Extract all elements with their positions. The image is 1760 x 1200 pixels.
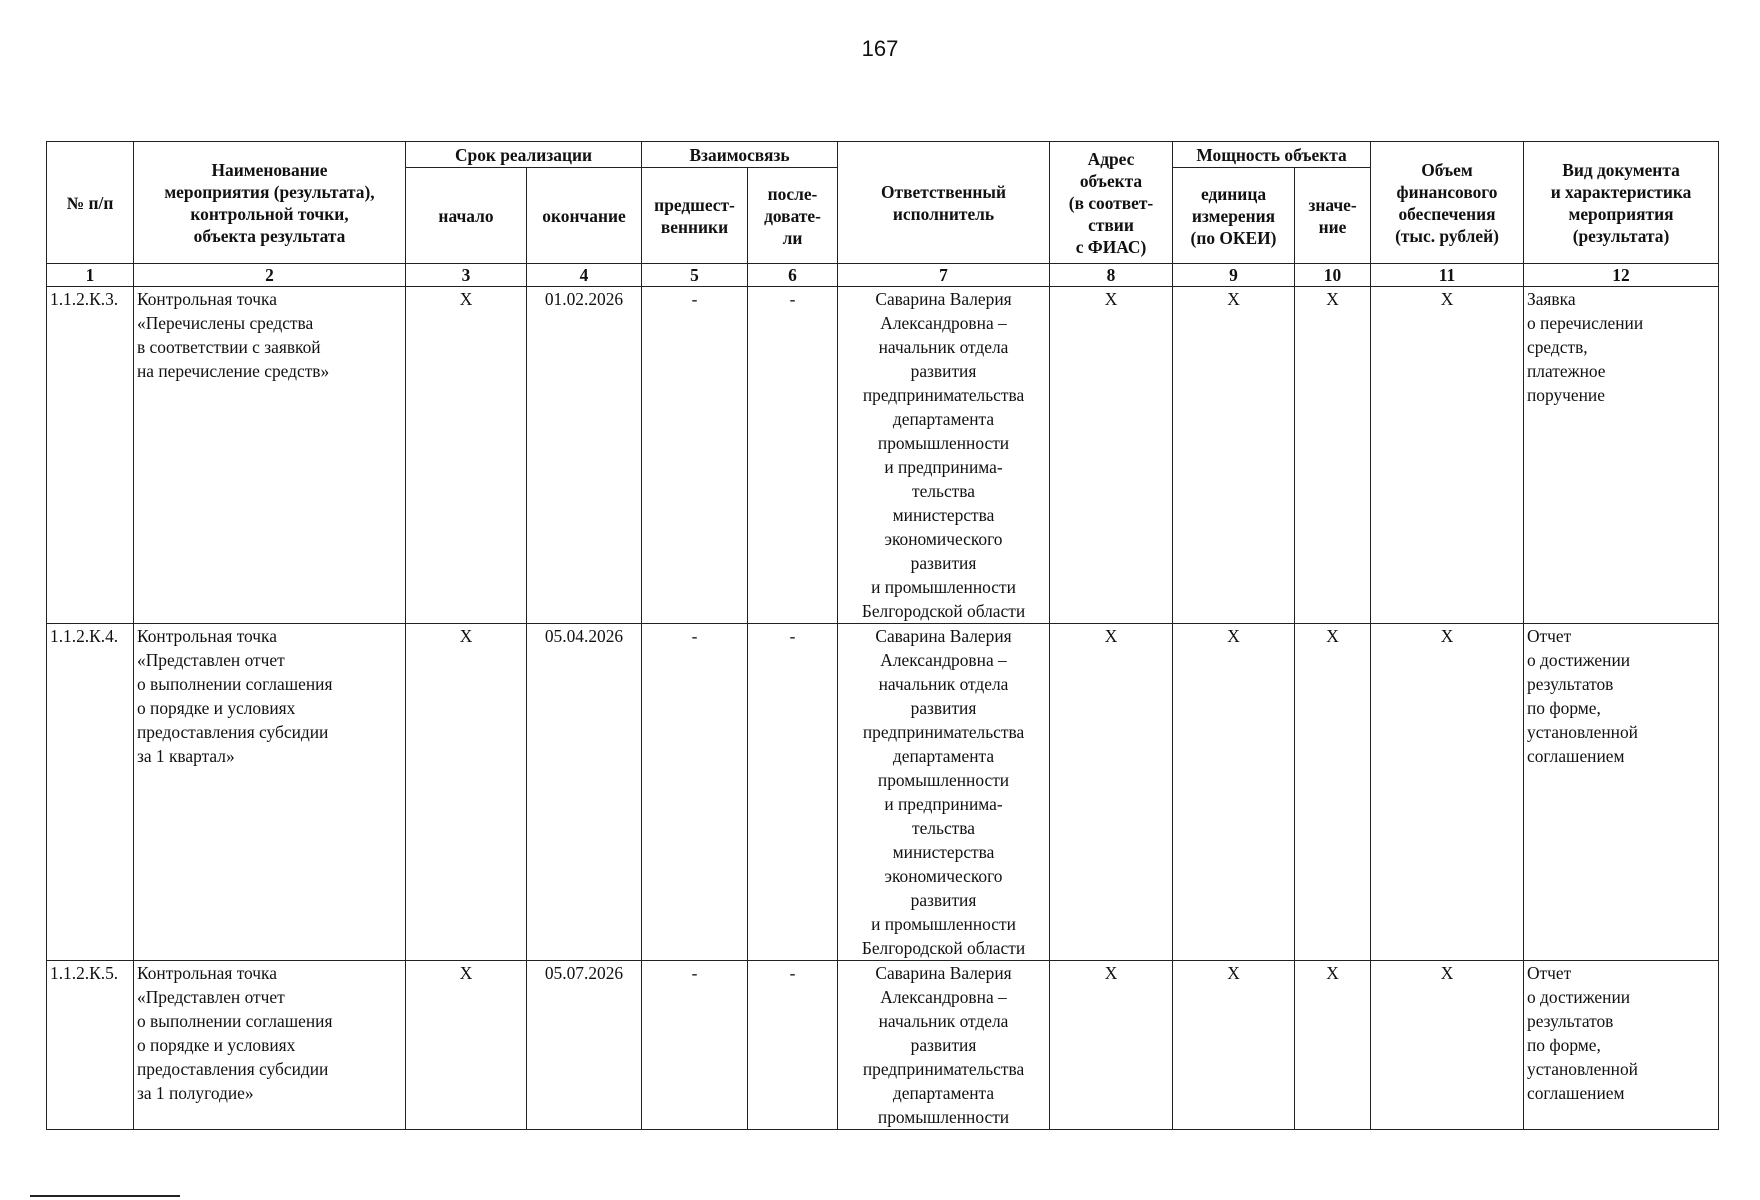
row-start: X (406, 287, 527, 624)
row-pred: - (642, 961, 748, 1130)
row-num: 1.1.2.К.3. (47, 287, 134, 624)
footnote-separator-line (30, 1195, 180, 1197)
row-name: Контрольная точка «Перечислены средства в соответствии с заявкой на перечисление средств» (134, 287, 406, 624)
row-finance: X (1371, 287, 1524, 624)
row-name: Контрольная точка «Представлен отчет о выполнении соглашения о порядке и условиях предоставления субсидии за 1 полугодие» (134, 961, 406, 1130)
row-end: 05.07.2026 (527, 961, 642, 1130)
column-number: 4 (527, 264, 642, 287)
row-doc: Отчет о достижении результатов по форме, установленной соглашением (1524, 624, 1719, 961)
column-number: 10 (1295, 264, 1371, 287)
table-row (47, 624, 1719, 961)
header-num: № п/п (47, 142, 134, 264)
row-unit: X (1173, 287, 1295, 624)
row-num: 1.1.2.К.5. (47, 961, 134, 1130)
header-doc: Вид документа и характеристика мероприятия (результата) (1524, 142, 1719, 264)
header-vzaim: Взаимосвязь (642, 142, 838, 168)
row-pred: - (642, 624, 748, 961)
column-numbers-row (47, 264, 1719, 287)
row-name: Контрольная точка «Представлен отчет о выполнении соглашения о порядке и условиях предоставления субсидии за 1 квартал» (134, 624, 406, 961)
row-value: X (1295, 961, 1371, 1130)
row-finance: X (1371, 624, 1524, 961)
row-value: X (1295, 624, 1371, 961)
header-start: начало (406, 168, 527, 264)
table-row (47, 961, 1719, 1130)
row-pred: - (642, 287, 748, 624)
header-srok: Срок реализации (406, 142, 642, 168)
row-responsible: Саварина Валерия Александровна – начальник отдела развития предпринимательства департамента промышленности и предпринима- тельства министерства экономического развития и промышленности Белгородской области (838, 624, 1050, 961)
column-number: 12 (1524, 264, 1719, 287)
row-doc: Отчет о достижении результатов по форме, установленной соглашением (1524, 961, 1719, 1130)
row-address: X (1050, 287, 1173, 624)
header-unit: единица измерения (по ОКЕИ) (1173, 168, 1295, 264)
row-finance: X (1371, 961, 1524, 1130)
column-number: 7 (838, 264, 1050, 287)
row-unit: X (1173, 624, 1295, 961)
row-unit: X (1173, 961, 1295, 1130)
header-finance: Объем финансового обеспечения (тыс. рублей) (1371, 142, 1524, 264)
row-responsible: Саварина Валерия Александровна – начальник отдела развития предпринимательства департамента промышленности (838, 961, 1050, 1130)
row-address: X (1050, 961, 1173, 1130)
row-post: - (748, 287, 838, 624)
column-number: 3 (406, 264, 527, 287)
column-number: 1 (47, 264, 134, 287)
header-pred: предшест- венники (642, 168, 748, 264)
column-number: 2 (134, 264, 406, 287)
column-number: 6 (748, 264, 838, 287)
row-start: X (406, 624, 527, 961)
column-number: 9 (1173, 264, 1295, 287)
row-value: X (1295, 287, 1371, 624)
row-post: - (748, 961, 838, 1130)
page-number: 167 (861, 36, 899, 61)
header-end: окончание (527, 168, 642, 264)
row-responsible: Саварина Валерия Александровна – начальник отдела развития предпринимательства департамента промышленности и предпринима- тельства министерства экономического развития и промышленности Белгородской области (838, 287, 1050, 624)
column-number: 5 (642, 264, 748, 287)
row-num: 1.1.2.К.4. (47, 624, 134, 961)
row-start: X (406, 961, 527, 1130)
header-value: значе- ние (1295, 168, 1371, 264)
header-moshn: Мощность объекта (1173, 142, 1371, 168)
row-end: 01.02.2026 (527, 287, 642, 624)
header-name: Наименование мероприятия (результата), контрольной точки, объекта результата (134, 142, 406, 264)
row-address: X (1050, 624, 1173, 961)
column-number: 11 (1371, 264, 1524, 287)
row-end: 05.04.2026 (527, 624, 642, 961)
header-responsible: Ответственный исполнитель (838, 142, 1050, 264)
header-post: после- довате- ли (748, 168, 838, 264)
column-number: 8 (1050, 264, 1173, 287)
plan-table (46, 141, 1719, 1130)
row-post: - (748, 624, 838, 961)
header-address: Адрес объекта (в соответ- ствии с ФИАС) (1050, 142, 1173, 264)
table-row (47, 287, 1719, 624)
row-doc: Заявка о перечислении средств, платежное поручение (1524, 287, 1719, 624)
